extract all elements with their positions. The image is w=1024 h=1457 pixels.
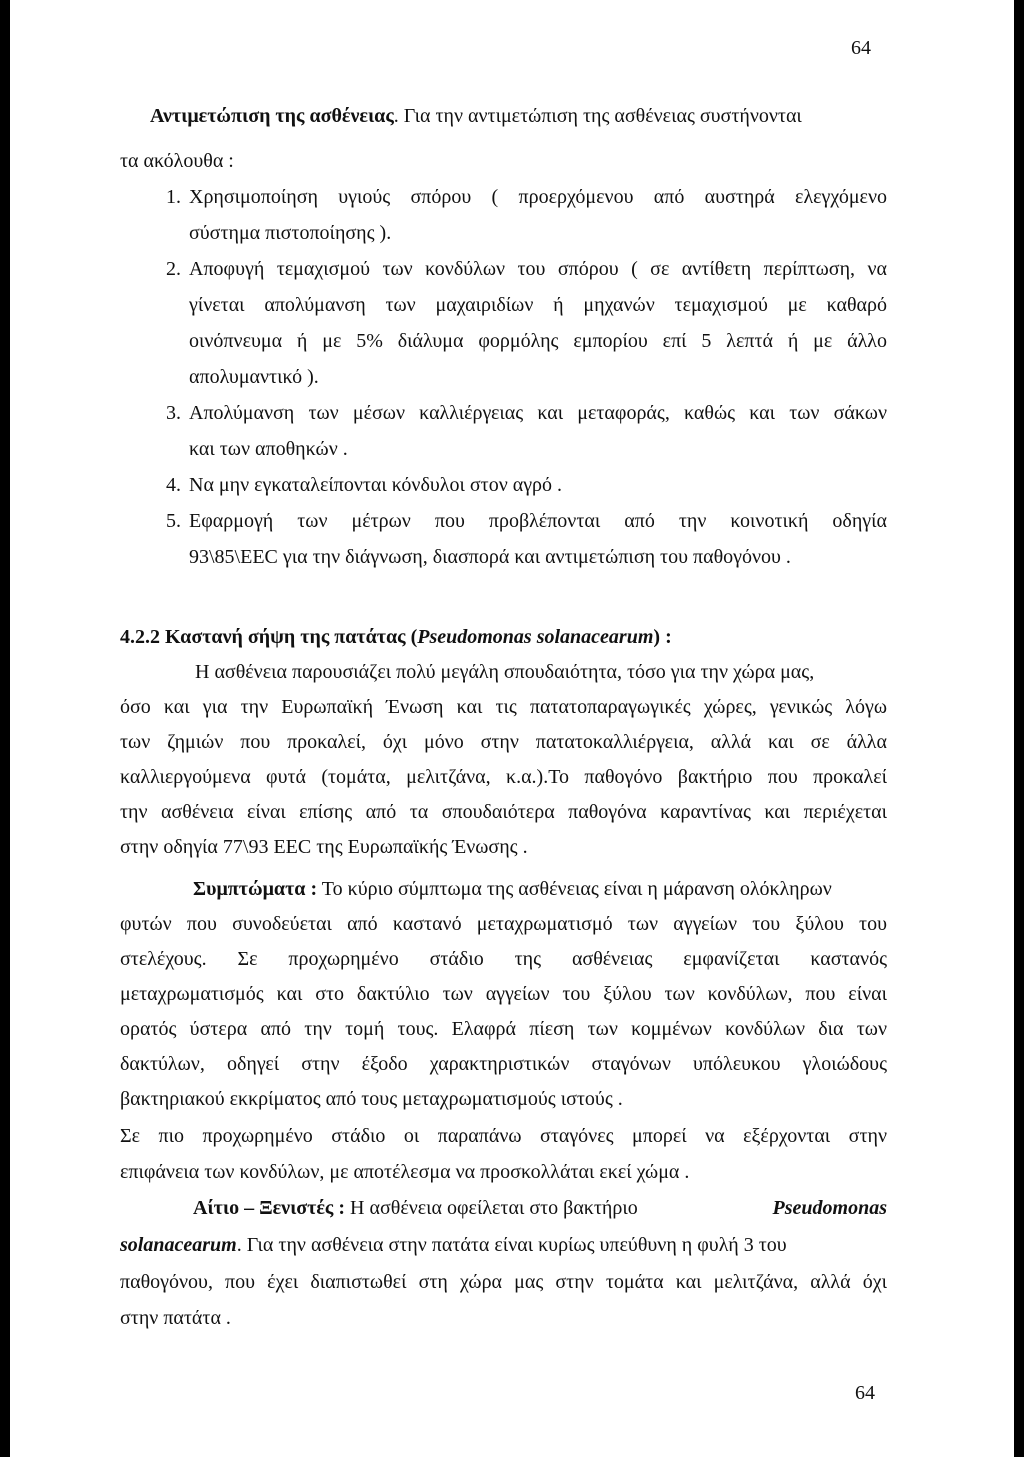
- section-title-end: ) :: [653, 626, 672, 648]
- list-item-number: 1.: [166, 186, 181, 208]
- paragraph-line: επιφάνεια των κονδύλων, με αποτέλεσμα να προσκολλάται εκεί χώμα .: [120, 1161, 690, 1183]
- section-latin-name: Pseudomonas solanacearum: [417, 626, 654, 648]
- treatment-intro-text: . Για την αντιμετώπιση της ασθένειας συστήνονται: [393, 105, 802, 127]
- list-item-number: 4.: [166, 474, 181, 496]
- document-page: [10, 0, 1014, 1457]
- symptoms-label: Συμπτώματα :: [193, 878, 318, 900]
- list-item-number: 3.: [166, 402, 181, 424]
- list-item-line: γίνεται απολύμανση των μαχαιριδίων ή μηχανών τεμαχισμού με καθαρό: [189, 294, 887, 316]
- paragraph-line: δακτύλων, οδηγεί στην έξοδο χαρακτηριστικών σταγόνων υπόλευκου γλοιώδους: [120, 1053, 887, 1075]
- cause-text: Η ασθένεια οφείλεται στο βακτήριο: [345, 1197, 638, 1219]
- list-item-line: σύστημα πιστοποίησης ).: [189, 222, 392, 244]
- paragraph-line: στελέχους. Σε προχωρημένο στάδιο της ασθένειας εμφανίζεται καστανός: [120, 948, 887, 970]
- list-item-number: 5.: [166, 510, 181, 532]
- paragraph-line: στην πατάτα .: [120, 1307, 231, 1329]
- section-heading: [120, 625, 672, 649]
- paragraph-line: παθογόνου, που έχει διαπιστωθεί στη χώρα μας στην τομάτα και μελιτζάνα, αλλά όχι: [120, 1271, 887, 1293]
- symptoms-first-line: [193, 877, 832, 901]
- paragraph-line: μεταχρωματισμός και στο δακτύλιο των αγγείων του ξύλου των κονδύλων, που είναι: [120, 983, 887, 1005]
- cause-first-line: [193, 1196, 887, 1220]
- cause-continuation: . Για την ασθένεια στην πατάτα είναι κυρίως υπεύθυνη η φυλή 3 του: [236, 1234, 787, 1256]
- list-item-number: 2.: [166, 258, 181, 280]
- paragraph-line: φυτών που συνοδεύεται από καστανό μεταχρωματισμό των αγγείων του ξύλου του: [120, 913, 887, 935]
- page-number-bottom: 64: [855, 1382, 875, 1404]
- cause-second-line: [120, 1233, 887, 1257]
- list-item-line: απολυμαντικό ).: [189, 366, 319, 388]
- symptoms-text: Το κύριο σύμπτωμα της ασθένειας είναι η μάρανση ολόκληρων: [317, 878, 832, 900]
- treatment-intro-line2: τα ακόλουθα :: [120, 150, 234, 172]
- cause-label: Αίτιο – Ξενιστές :: [193, 1197, 346, 1219]
- paragraph-line: όσο και για την Ευρωπαϊκή Ένωση και τις πατατοπαραγωγικές χώρες, γενικώς λόγω: [120, 696, 887, 718]
- paragraph-line: Η ασθένεια παρουσιάζει πολύ μεγάλη σπουδαιότητα, τόσο για την χώρα μας,: [195, 661, 815, 683]
- paragraph-line: των ζημιών που προκαλεί, όχι μόνο στην πατατοκαλλιέργεια, αλλά και σε άλλα: [120, 731, 887, 753]
- paragraph-line: καλλιεργούμενα φυτά (τομάτα, μελιτζάνα, κ.α.).Το παθογόνο βακτήριο που προκαλεί: [120, 766, 887, 788]
- list-item-line: Απολύμανση των μέσων καλλιέργειας και μεταφοράς, καθώς και των σάκων: [189, 402, 887, 424]
- section-number: 4.2.2: [120, 626, 160, 648]
- paragraph-line: Σε πιο προχωρημένο στάδιο οι παραπάνω σταγόνες μπορεί να εξέρχονται στην: [120, 1125, 887, 1147]
- treatment-intro: [150, 104, 802, 128]
- list-item-line: και των αποθηκών .: [189, 438, 348, 460]
- section-title: Καστανή σήψη της πατάτας (: [165, 626, 418, 648]
- cause-latin-genus: Pseudomonas: [772, 1197, 887, 1219]
- list-item-line: Εφαρμογή των μέτρων που προβλέπονται από την κοινοτική οδηγία: [189, 510, 887, 532]
- page-number-top: 64: [851, 37, 871, 59]
- list-item-line: 93\85\ΕΕC για την διάγνωση, διασπορά και αντιμετώπιση του παθογόνου .: [189, 546, 791, 568]
- paragraph-line: στην οδηγία 77\93 ΕΕC της Ευρωπαϊκής Ένωσης .: [120, 836, 528, 858]
- list-item-line: οινόπνευμα ή με 5% διάλυμα φορμόλης εμπορίου επί 5 λεπτά ή με άλλο: [189, 330, 887, 352]
- paragraph-line: βακτηριακού εκκρίματος από τους μεταχρωματισμούς ιστούς .: [120, 1088, 623, 1110]
- cause-latin-species: solanacearum: [120, 1234, 237, 1256]
- list-item-line: Αποφυγή τεμαχισμού των κονδύλων του σπόρου ( σε αντίθετη περίπτωση, να: [189, 258, 887, 280]
- list-item-line: Χρησιμοποίηση υγιούς σπόρου ( προερχόμενου από αυστηρά ελεγχόμενο: [189, 186, 887, 208]
- list-item-line: Να μην εγκαταλείπονται κόνδυλοι στον αγρό .: [189, 474, 563, 496]
- paragraph-line: την ασθένεια είναι επίσης από τα σπουδαιότερα παθογόνα καραντίνας και περιέχεται: [120, 801, 887, 823]
- treatment-heading: Αντιμετώπιση της ασθένειας: [150, 105, 394, 127]
- paragraph-line: ορατός ύστερα από την τομή τους. Ελαφρά πίεση των κομμένων κονδύλων δια των: [120, 1018, 887, 1040]
